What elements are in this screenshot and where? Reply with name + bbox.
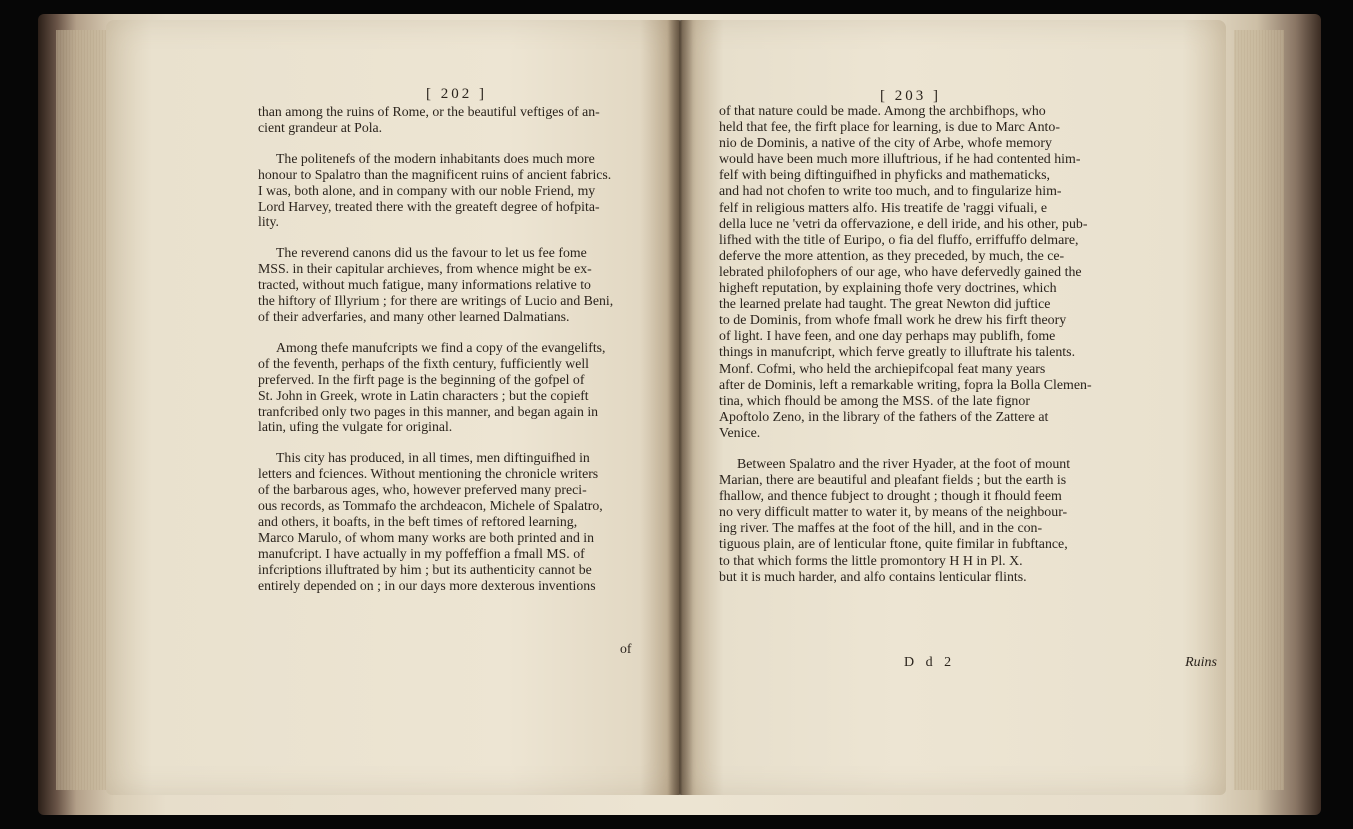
text-line: Marco Marulo, of whom many works are both printed and in bbox=[258, 529, 595, 545]
left-catchword: of bbox=[620, 641, 632, 656]
paragraph bbox=[258, 450, 660, 593]
paragraph bbox=[258, 245, 660, 325]
text-line: deferve the more attention, as they preceded, by much, the ce- bbox=[719, 248, 1065, 264]
text-line: Monf. Cofmi, who held the archiepifcopal feat many years bbox=[719, 361, 1046, 377]
text-line: and had not chofen to write too much, and to fingularize him- bbox=[719, 184, 1062, 200]
text-line: Between Spalatro and the river Hyader, at the foot of mount bbox=[737, 456, 1071, 472]
left-page-text bbox=[258, 104, 660, 608]
text-line: of the feventh, perhaps of the fixth century, fufficiently well bbox=[258, 355, 590, 371]
text-line: manufcript. I have actually in my poffeffion a fmall MS. of bbox=[258, 545, 585, 561]
left-page-number: [ 202 ] bbox=[426, 86, 487, 102]
right-page-edges bbox=[1234, 30, 1284, 790]
text-line: of that nature could be made. Among the archbifhops, who bbox=[719, 104, 1046, 119]
right-catchword: Ruins bbox=[1185, 655, 1217, 670]
text-line: than among the ruins of Rome, or the beautiful veftiges of an- bbox=[258, 104, 600, 119]
text-line: entirely depended on ; in our days more dexterous inventions bbox=[258, 577, 596, 593]
paragraph bbox=[258, 340, 660, 435]
text-line: and others, it boafts, in the beft times of reftored learning, bbox=[258, 513, 578, 529]
paragraph bbox=[719, 457, 1217, 586]
text-line: Marian, there are beautiful and pleafant fields ; but the earth is bbox=[719, 473, 1067, 489]
text-line: MSS. in their capitular archieves, from whence might be ex- bbox=[258, 261, 592, 277]
text-line: to that which forms the little promontory H H in Pl. X. bbox=[719, 553, 1023, 569]
text-line: of their adverfaries, and many other learned Dalmatians. bbox=[258, 308, 570, 324]
text-line: would have been much more illuftrious, if he had contented him- bbox=[719, 152, 1081, 168]
text-line: of light. I have feen, and one day perhaps may publifh, fome bbox=[719, 329, 1056, 345]
text-line: things in manufcript, which ferve greatly to illuftrate his talents. bbox=[719, 345, 1076, 361]
text-line: honour to Spalatro than the magnificent ruins of ancient fabrics. bbox=[258, 166, 612, 182]
text-line: I was, both alone, and in company with our noble Friend, my bbox=[258, 182, 596, 198]
paragraph bbox=[258, 151, 660, 231]
text-line: The politenefs of the modern inhabitants does much more bbox=[276, 150, 595, 166]
text-line: lebrated philofophers of our age, who have defervedly gained the bbox=[719, 264, 1082, 280]
text-line: latin, ufing the vulgate for original. bbox=[258, 419, 453, 435]
right-page-number: [ 203 ] bbox=[880, 88, 941, 104]
text-line: felf in religious matters alfo. His treatife de 'raggi vifuali, e bbox=[719, 200, 1048, 216]
text-line: ous records, as Tommafo the archdeacon, Michele of Spalatro, bbox=[258, 498, 603, 514]
text-line: cient grandeur at Pola. bbox=[258, 119, 383, 135]
text-line: Lord Harvey, treated there with the greateft degree of hofpita- bbox=[258, 198, 600, 214]
text-line: Among thefe manufcripts we find a copy of the evangelifts, bbox=[276, 339, 606, 355]
text-line: tina, which fhould be among the MSS. of the late fignor bbox=[719, 393, 1030, 409]
text-line: of the barbarous ages, who, however preferved many preci- bbox=[258, 482, 587, 498]
text-line: but it is much harder, and alfo contains lenticular flints. bbox=[719, 569, 1027, 585]
book-gutter bbox=[667, 20, 693, 795]
text-line: nio de Dominis, a native of the city of Arbe, whofe memory bbox=[719, 136, 1052, 152]
text-line: letters and fciences. Without mentioning the chronicle writers bbox=[258, 466, 599, 482]
text-line: felf with being diftinguifhed in phyficks and mathematicks, bbox=[719, 168, 1050, 184]
right-page-text bbox=[719, 104, 1217, 601]
text-line: infcriptions illuftrated by him ; but its authenticity cannot be bbox=[258, 561, 592, 577]
text-line: Apoftolo Zeno, in the library of the fathers of the Zattere at bbox=[719, 409, 1049, 425]
text-line: ing river. The maffes at the foot of the hill, and in the con- bbox=[719, 521, 1043, 537]
text-line: tranfcribed only two pages in this manner, and began again in bbox=[258, 403, 599, 419]
paragraph bbox=[719, 104, 1217, 442]
text-line: preferved. In the firft page is the beginning of the gofpel of bbox=[258, 371, 585, 387]
text-line: St. John in Greek, wrote in Latin characters ; but the copieft bbox=[258, 387, 589, 403]
text-line: Venice. bbox=[719, 425, 761, 441]
text-line: This city has produced, in all times, men diftinguifhed in bbox=[276, 450, 590, 466]
text-line: held that fee, the firft place for learning, is due to Marc Anto- bbox=[719, 120, 1060, 136]
signature-mark: D d 2 bbox=[904, 655, 956, 670]
text-line: the hiftory of Illyrium ; for there are writings of Lucio and Beni, bbox=[258, 293, 614, 309]
text-line: tiguous plain, are of lenticular ftone, quite fimilar in fubftance, bbox=[719, 537, 1068, 553]
left-page-edges bbox=[56, 30, 106, 790]
paragraph bbox=[258, 104, 660, 136]
text-line: lifhed with the title of Euripo, o fia del fluffo, erriffuffo delmare, bbox=[719, 232, 1079, 248]
text-line: tracted, without much fatigue, many informations relative to bbox=[258, 277, 591, 293]
text-line: higheft reputation, by explaining thofe very doctrines, which bbox=[719, 281, 1057, 297]
text-line: the learned prelate had taught. The great Newton did juftice bbox=[719, 297, 1051, 313]
text-line: lity. bbox=[258, 214, 279, 230]
text-line: The reverend canons did us the favour to let us fee fome bbox=[276, 245, 587, 261]
text-line: della luce ne 'vetri da offervazione, e dell iride, and his other, pub- bbox=[719, 216, 1088, 232]
text-line: fhallow, and thence fubject to drought ; though it fhould feem bbox=[719, 489, 1062, 505]
text-line: no very difficult matter to water it, by means of the neighbour- bbox=[719, 505, 1068, 521]
text-line: to de Dominis, from whofe fmall work he drew his firft theory bbox=[719, 313, 1067, 329]
text-line: after de Dominis, left a remarkable writing, fopra la Bolla Clemen- bbox=[719, 377, 1092, 393]
